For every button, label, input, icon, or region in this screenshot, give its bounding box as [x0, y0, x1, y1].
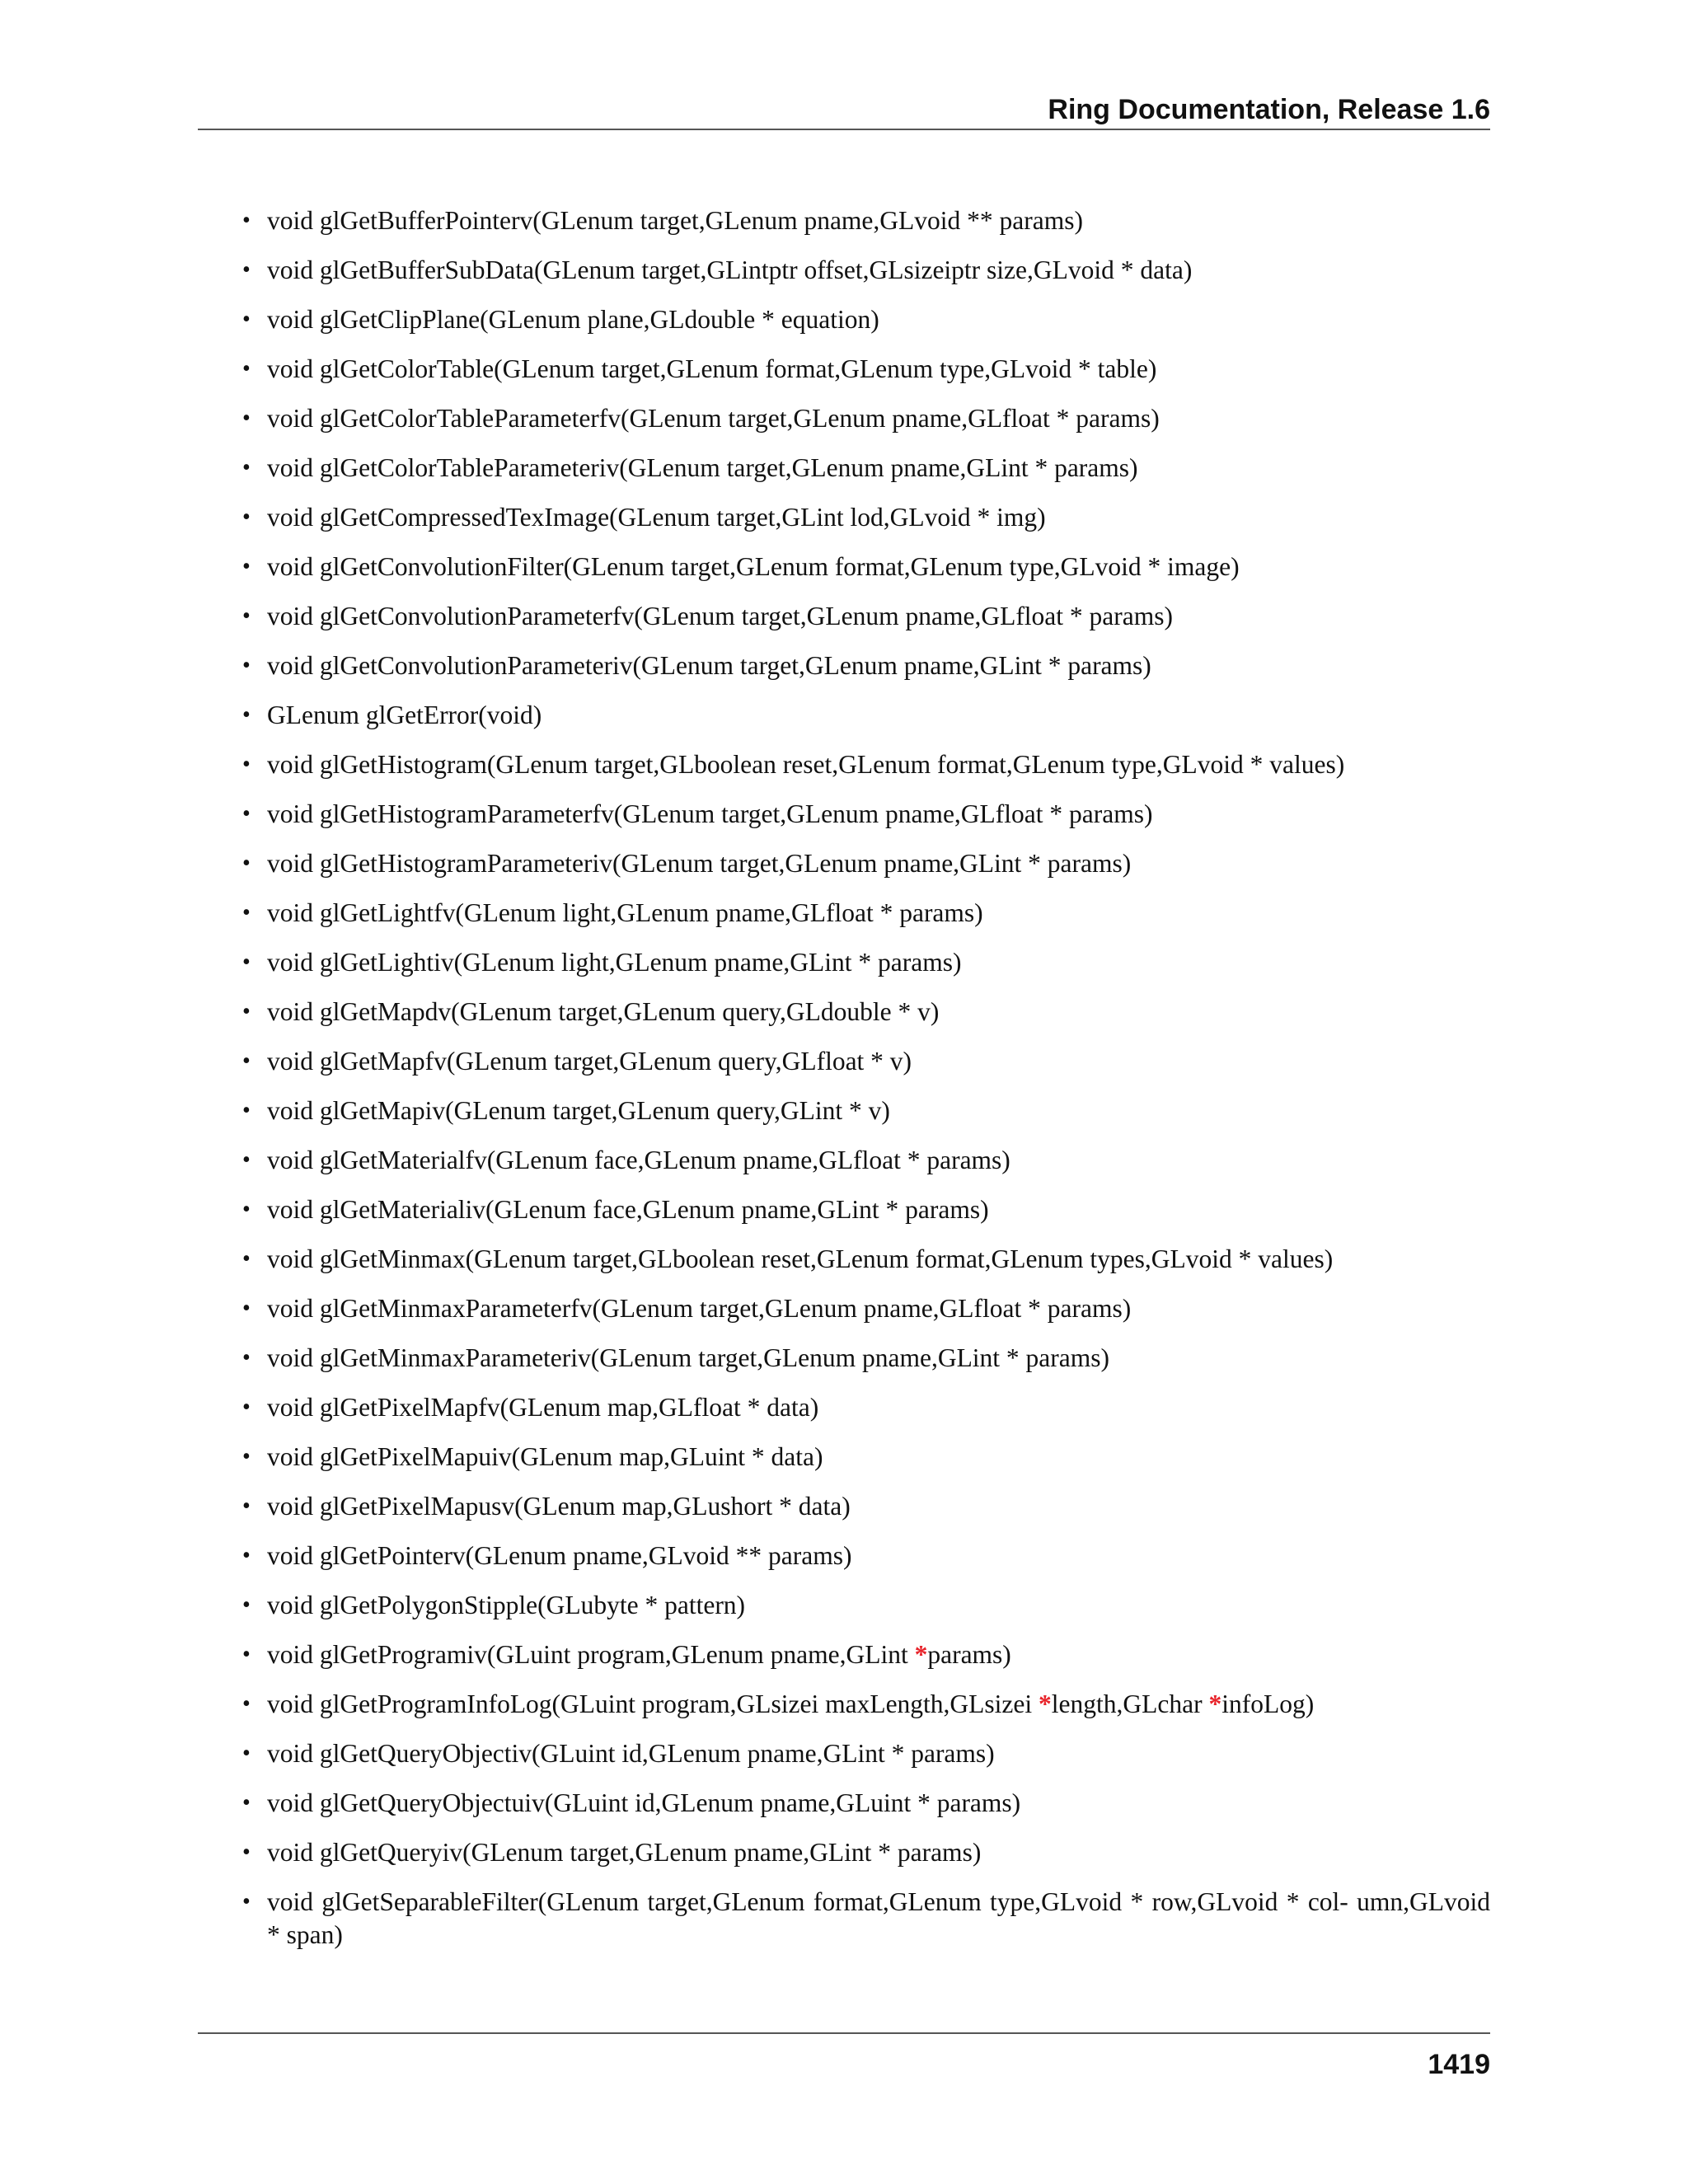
bullet-icon: • — [242, 851, 251, 876]
list-item — [239, 1828, 1490, 1877]
function-signature: void glGetMapdv(GLenum target,GLenum query,GLdouble * v) — [267, 997, 940, 1026]
bullet-icon: • — [242, 504, 251, 530]
list-item — [239, 1284, 1490, 1333]
bullet-icon: • — [242, 949, 251, 975]
list-item — [239, 1136, 1490, 1185]
signature-text: void glGetProgramiv(GLuint program,GLenum pname,GLint — [267, 1640, 915, 1669]
function-signature: void glGetMaterialiv(GLenum face,GLenum pname,GLint * params) — [267, 1195, 989, 1224]
list-item — [239, 1432, 1490, 1482]
list-item — [239, 1630, 1490, 1680]
function-list — [239, 196, 1490, 1952]
bullet-icon: • — [242, 1840, 251, 1865]
function-signature: void glGetSeparableFilter(GLenum target,GLenum format,GLenum type,GLvoid * row,GLvoid * col- umn,GLvoid * span) — [267, 1887, 1490, 1949]
function-signature: void glGetMinmax(GLenum target,GLboolean reset,GLenum format,GLenum types,GLvoid * values) — [267, 1244, 1334, 1273]
list-item — [239, 1482, 1490, 1531]
list-item — [239, 1779, 1490, 1828]
page-header — [198, 89, 1490, 130]
list-item — [239, 542, 1490, 592]
function-signature: GLenum glGetError(void) — [267, 701, 542, 729]
bullet-icon: • — [242, 1296, 251, 1321]
list-item — [239, 592, 1490, 641]
bullet-icon: • — [242, 307, 251, 332]
highlight-asterisk: * — [1208, 1690, 1222, 1718]
list-item — [239, 1333, 1490, 1383]
function-signature: void glGetPointerv(GLenum pname,GLvoid ** params) — [267, 1541, 852, 1570]
document-title: Ring Documentation, Release 1.6 — [1048, 94, 1490, 125]
bullet-icon: • — [242, 1790, 251, 1816]
list-item — [239, 1185, 1490, 1235]
signature-text: length,GLchar — [1051, 1690, 1209, 1718]
function-signature: void glGetHistogramParameterfv(GLenum target,GLenum pname,GLfloat * params) — [267, 799, 1153, 828]
page-footer — [198, 2032, 1490, 2080]
function-signature: void glGetMapfv(GLenum target,GLenum query,GLfloat * v) — [267, 1047, 912, 1076]
bullet-icon: • — [242, 1147, 251, 1173]
function-signature: void glGetQueryiv(GLenum target,GLenum pname,GLint * params) — [267, 1838, 982, 1867]
function-signature: void glGetClipPlane(GLenum plane,GLdouble * equation) — [267, 305, 879, 334]
bullet-icon: • — [242, 999, 251, 1024]
list-item — [239, 1680, 1490, 1729]
bullet-icon: • — [242, 1246, 251, 1272]
list-item — [239, 246, 1490, 295]
bullet-icon: • — [242, 1493, 251, 1519]
list-item — [239, 1729, 1490, 1779]
function-signature: void glGetMinmaxParameteriv(GLenum target,GLenum pname,GLint * params) — [267, 1343, 1110, 1372]
list-item — [239, 641, 1490, 691]
list-item — [239, 888, 1490, 938]
list-item — [239, 987, 1490, 1037]
function-signature: void glGetConvolutionParameterfv(GLenum target,GLenum pname,GLfloat * params) — [267, 602, 1173, 630]
function-signature: void glGetMinmaxParameterfv(GLenum target,GLenum pname,GLfloat * params) — [267, 1294, 1132, 1323]
list-item — [239, 1086, 1490, 1136]
function-signature: void glGetMapiv(GLenum target,GLenum query,GLint * v) — [267, 1096, 890, 1125]
bullet-icon: • — [242, 653, 251, 678]
function-signature: void glGetQueryObjectuiv(GLuint id,GLenum pname,GLuint * params) — [267, 1788, 1021, 1817]
bullet-icon: • — [242, 1642, 251, 1667]
list-item — [239, 1531, 1490, 1581]
bullet-icon: • — [242, 455, 251, 480]
function-signature: void glGetColorTableParameteriv(GLenum target,GLenum pname,GLint * params) — [267, 453, 1138, 482]
bullet-icon: • — [242, 1098, 251, 1123]
bullet-icon: • — [242, 1444, 251, 1469]
list-item — [239, 1877, 1490, 1952]
function-signature: void glGetPixelMapfv(GLenum map,GLfloat * data) — [267, 1393, 819, 1422]
function-signature: void glGetCompressedTexImage(GLenum target,GLint lod,GLvoid * img) — [267, 503, 1046, 532]
function-signature — [267, 1640, 1011, 1669]
list-item — [239, 443, 1490, 493]
signature-text: void glGetProgramInfoLog(GLuint program,GLsizei maxLength,GLsizei — [267, 1690, 1039, 1718]
bullet-icon: • — [242, 900, 251, 926]
bullet-icon: • — [242, 208, 251, 233]
list-item — [239, 691, 1490, 740]
signature-text: params) — [927, 1640, 1011, 1669]
list-item — [239, 839, 1490, 888]
function-signature: void glGetColorTable(GLenum target,GLenum format,GLenum type,GLvoid * table) — [267, 354, 1157, 383]
function-signature: void glGetBufferSubData(GLenum target,GLintptr offset,GLsizeiptr size,GLvoid * data) — [267, 255, 1193, 284]
function-signature: void glGetPixelMapusv(GLenum map,GLushort * data) — [267, 1492, 851, 1521]
function-signature: void glGetConvolutionParameteriv(GLenum target,GLenum pname,GLint * params) — [267, 651, 1151, 680]
function-signature: void glGetHistogramParameteriv(GLenum target,GLenum pname,GLint * params) — [267, 849, 1132, 878]
bullet-icon: • — [242, 356, 251, 382]
function-signature: void glGetPolygonStipple(GLubyte * pattern) — [267, 1591, 746, 1619]
signature-text: infoLog) — [1221, 1690, 1315, 1718]
function-signature: void glGetHistogram(GLenum target,GLboolean reset,GLenum format,GLenum type,GLvoid * values) — [267, 750, 1345, 779]
highlight-asterisk: * — [1039, 1690, 1052, 1718]
function-signature: void glGetLightiv(GLenum light,GLenum pname,GLint * params) — [267, 948, 962, 977]
bullet-icon: • — [242, 752, 251, 777]
list-item — [239, 493, 1490, 542]
bullet-icon: • — [242, 603, 251, 629]
bullet-icon: • — [242, 1691, 251, 1717]
bullet-icon: • — [242, 257, 251, 283]
list-item — [239, 1383, 1490, 1432]
list-item — [239, 790, 1490, 839]
function-signature: void glGetBufferPointerv(GLenum target,GLenum pname,GLvoid ** params) — [267, 206, 1083, 235]
function-signature: void glGetConvolutionFilter(GLenum target,GLenum format,GLenum type,GLvoid * image) — [267, 552, 1240, 581]
bullet-icon: • — [242, 1741, 251, 1766]
list-item — [239, 1235, 1490, 1284]
bullet-icon: • — [242, 1889, 251, 1915]
bullet-icon: • — [242, 1197, 251, 1222]
list-item — [239, 1037, 1490, 1086]
bullet-icon: • — [242, 1592, 251, 1618]
function-signature: void glGetLightfv(GLenum light,GLenum pname,GLfloat * params) — [267, 898, 983, 927]
bullet-icon: • — [242, 801, 251, 827]
bullet-icon: • — [242, 1048, 251, 1074]
list-item — [239, 1581, 1490, 1630]
bullet-icon: • — [242, 1394, 251, 1420]
bullet-icon: • — [242, 1543, 251, 1568]
bullet-icon: • — [242, 1345, 251, 1371]
function-signature — [267, 1690, 1314, 1718]
function-signature: void glGetPixelMapuiv(GLenum map,GLuint * data) — [267, 1442, 823, 1471]
list-item — [239, 295, 1490, 344]
list-item — [239, 394, 1490, 443]
list-item — [239, 740, 1490, 790]
list-item — [239, 344, 1490, 394]
page-number: 1419 — [1428, 2049, 1490, 2080]
list-item — [239, 938, 1490, 987]
bullet-icon: • — [242, 554, 251, 579]
function-signature: void glGetMaterialfv(GLenum face,GLenum pname,GLfloat * params) — [267, 1146, 1010, 1174]
function-signature: void glGetQueryObjectiv(GLuint id,GLenum pname,GLint * params) — [267, 1739, 995, 1768]
function-signature: void glGetColorTableParameterfv(GLenum target,GLenum pname,GLfloat * params) — [267, 404, 1160, 433]
list-item — [239, 196, 1490, 246]
bullet-icon: • — [242, 405, 251, 431]
highlight-asterisk: * — [914, 1640, 928, 1669]
bullet-icon: • — [242, 702, 251, 728]
